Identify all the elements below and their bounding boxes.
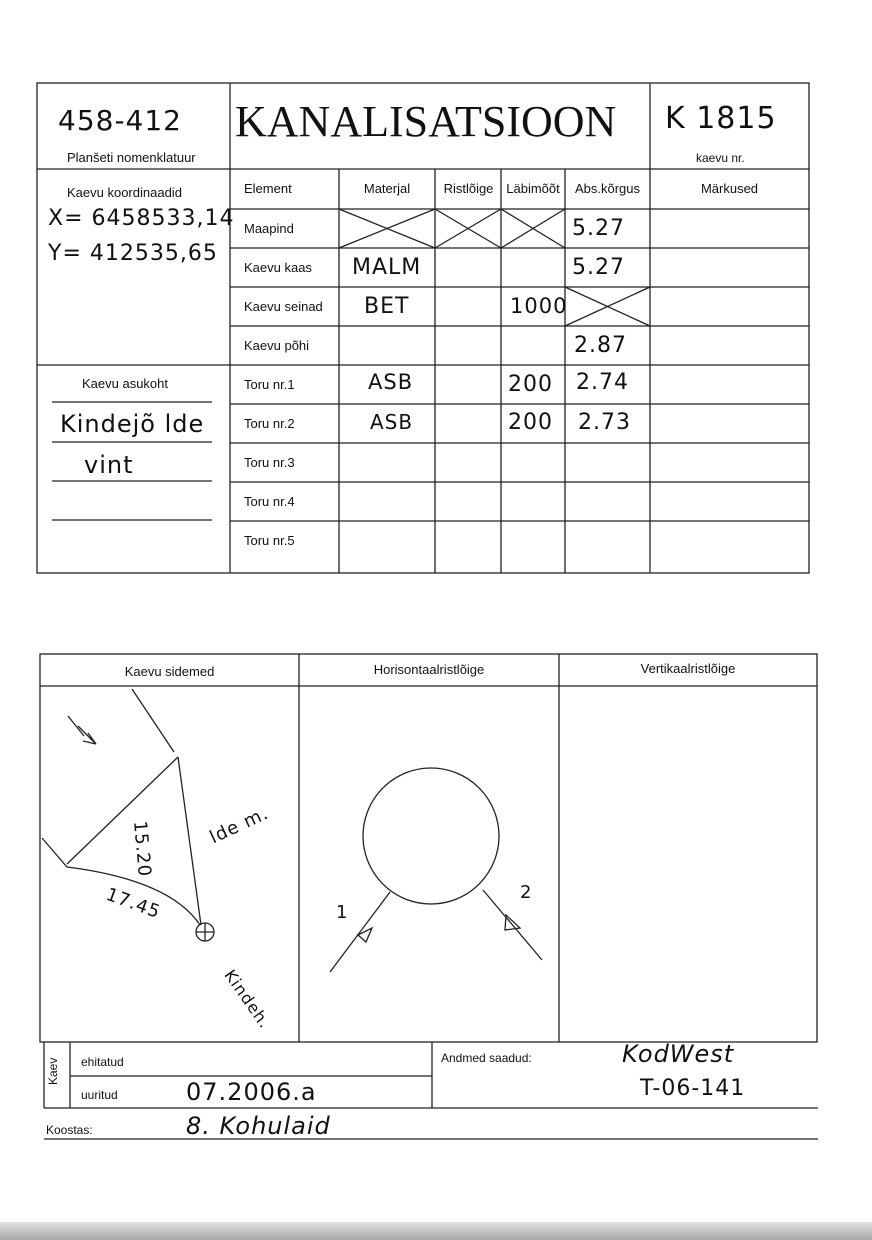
header-markused: Märkused xyxy=(700,181,759,196)
row-element: Maapind xyxy=(244,221,294,236)
row-abs: 5.27 xyxy=(572,216,625,241)
row-abs: 5.27 xyxy=(572,255,625,280)
sketch-note-1: lde m. xyxy=(206,802,272,849)
location-line-1: Kindejõ lde xyxy=(60,410,205,438)
plan-number: 458-412 xyxy=(58,104,182,137)
uuritud-value: 07.2006.a xyxy=(186,1078,317,1106)
sketch-col-vertikaal: Vertikaalristlõige xyxy=(640,661,736,676)
row-materjal: MALM xyxy=(352,255,422,280)
row-abs: 2.74 xyxy=(576,370,629,395)
sketch-col-horisontaal: Horisontaalristlõige xyxy=(373,662,485,677)
koostas-label: Koostas: xyxy=(46,1123,93,1137)
pipe-1-label: 1 xyxy=(336,902,349,923)
row-abs: 2.87 xyxy=(574,333,627,358)
page-title: KANALISATSIOON xyxy=(235,97,617,146)
row-abs: 2.73 xyxy=(578,410,631,435)
location-label: Kaevu asukoht xyxy=(82,376,169,391)
andmed-label: Andmed saadud: xyxy=(441,1051,532,1065)
well-label: kaevu nr. xyxy=(696,151,745,165)
kaev-label: Kaev xyxy=(46,1057,60,1085)
header-materjal: Materjal xyxy=(363,181,411,196)
coordinate-x: X= 6458533,14 xyxy=(48,206,235,231)
row-element: Toru nr.2 xyxy=(244,416,295,431)
header-element: Element xyxy=(244,181,292,196)
well-number: K 1815 xyxy=(665,101,777,136)
row-labimoot: 200 xyxy=(508,410,553,435)
sketch-col-sidemed: Kaevu sidemed xyxy=(124,664,215,679)
header-labimoot: Läbimõõt xyxy=(506,181,560,196)
sketch-dimension-2: 17.45 xyxy=(103,883,164,924)
ehitatud-label: ehitatud xyxy=(81,1055,124,1069)
row-element: Toru nr.3 xyxy=(244,455,295,470)
scan-edge-shadow xyxy=(0,1222,872,1240)
row-materjal: ASB xyxy=(368,370,414,394)
coordinates-label: Kaevu koordinaadid xyxy=(67,185,182,200)
sketch-dimension-1: 15.20 xyxy=(129,820,155,879)
row-labimoot: 200 xyxy=(508,372,553,397)
header-abs-korgus: Abs.kõrgus xyxy=(574,181,641,196)
coordinate-y: Y= 412535,65 xyxy=(48,241,218,266)
row-element: Toru nr.1 xyxy=(244,377,295,392)
row-element: Kaevu seinad xyxy=(244,299,323,314)
row-materjal: BET xyxy=(364,294,410,319)
row-element: Toru nr.5 xyxy=(244,533,295,548)
plan-label: Planšeti nomenklatuur xyxy=(67,150,196,165)
row-labimoot: 1000 xyxy=(510,294,568,318)
andmed-value-2: T-06-141 xyxy=(640,1076,746,1101)
sketch-note-2: Kindeh. xyxy=(220,966,275,1033)
header-ristloige: Ristlõige xyxy=(443,181,494,196)
andmed-value-1: KodWest xyxy=(622,1040,735,1068)
row-element: Kaevu kaas xyxy=(244,260,312,275)
row-materjal: ASB xyxy=(370,410,414,434)
koostas-value: 8. Kohulaid xyxy=(186,1112,331,1140)
uuritud-label: uuritud xyxy=(81,1088,118,1102)
row-element: Toru nr.4 xyxy=(244,494,295,509)
location-line-2: vint xyxy=(84,451,134,479)
pipe-2-label: 2 xyxy=(520,882,533,903)
row-element: Kaevu põhi xyxy=(244,338,310,353)
